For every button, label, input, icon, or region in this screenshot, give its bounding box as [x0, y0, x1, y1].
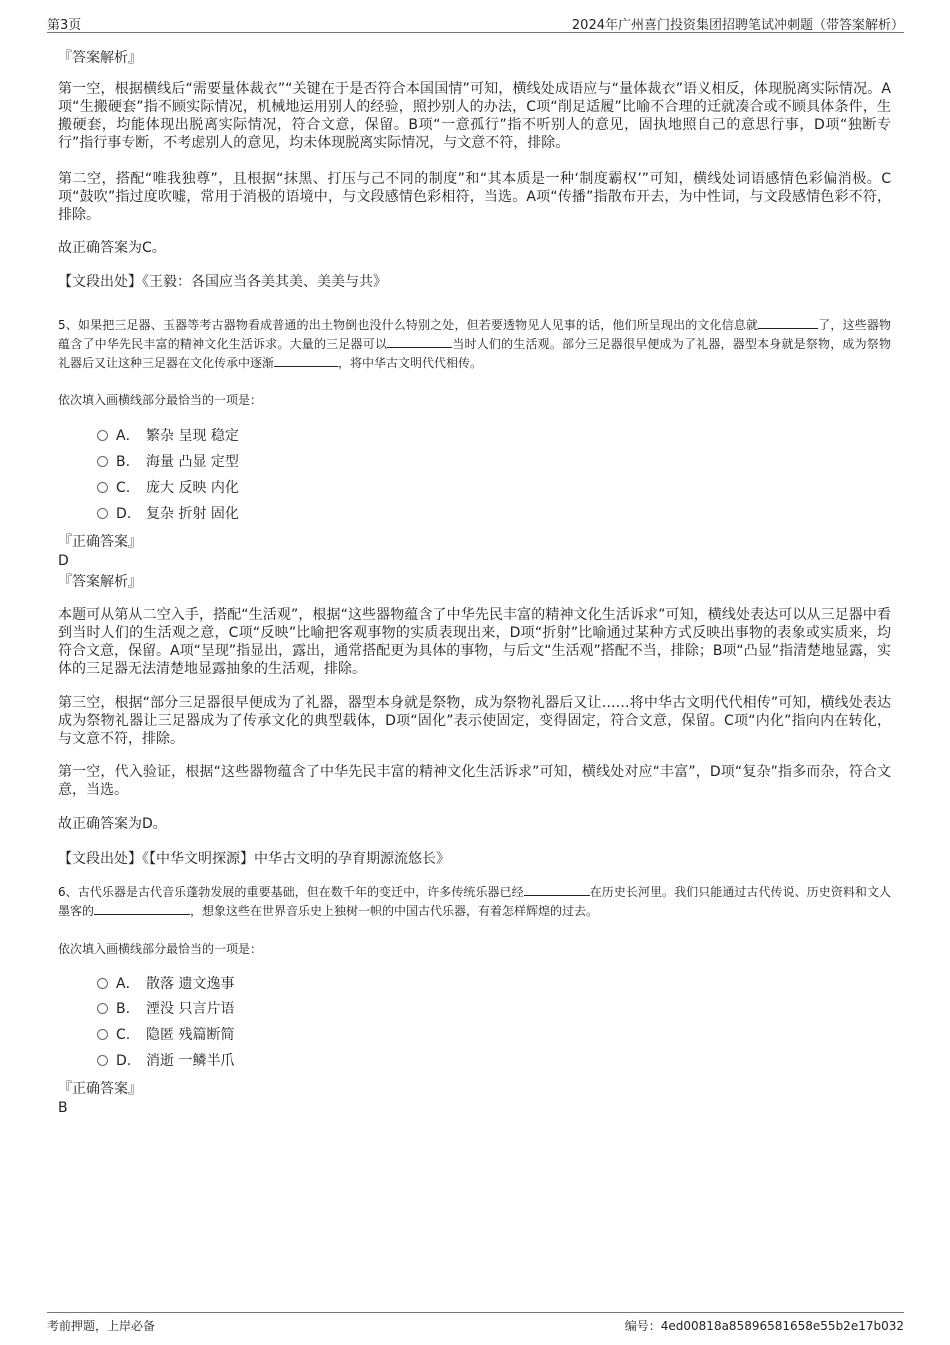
q4-analysis-tag: 『答案解析』 — [58, 50, 142, 66]
q6-option-b[interactable]: B. 湮没 只言片语 — [97, 999, 234, 1019]
radio-icon[interactable] — [97, 1055, 108, 1066]
footer-slogan: 考前押题，上岸必备 — [47, 1319, 156, 1333]
q5-conclusion: 故正确答案为D。 — [58, 816, 167, 832]
q5-option-c[interactable]: C. 庞大 反映 内化 — [97, 478, 239, 498]
blank-1 — [758, 316, 818, 329]
q6-option-a[interactable]: A． 散落 遗文逸事 — [97, 974, 234, 994]
q5-option-a[interactable]: A． 繁杂 呈现 稳定 — [97, 426, 239, 446]
q5-option-b[interactable]: B. 海量 凸显 定型 — [97, 452, 239, 472]
blank-1 — [524, 883, 590, 896]
radio-icon[interactable] — [97, 1003, 108, 1014]
q5-analysis-p3: 第一空，代入验证，根据“这些器物蕴含了中华先民丰富的精神文化生活诉求”可知，横线处对应“丰富”，D项“复杂”指多而杂，符合文意，当选。 — [58, 764, 891, 798]
blank-3 — [274, 354, 338, 367]
radio-icon[interactable] — [97, 456, 108, 467]
q5-analysis-p1: 本题可从第从二空入手，搭配“生活观”，根据“这些器物蕴含了中华先民丰富的精神文化生活诉求”可知，横线处表达可以从三足器中看到当时人们的生活观之意，C项“反映”比喻把客观事物的实质表现出来，D项“折射”比喻通过某种方式反映出事物的表象或实质来，均符合文意，保留。A项“呈现”指显出，露出，通常搭配更为具体的事物，与后文“生活观”搭配不当，排除；B项“凸显”指清楚地显露，实体的三足器无法清楚地显露抽象的生活观，排除。 — [58, 607, 891, 677]
radio-icon[interactable] — [97, 430, 108, 441]
q4-analysis-p1: 第一空，根据横线后“需要量体裁衣”“关键在于是否符合本国国情”可知，横线处成语应与“量体裁衣”语义相反，体现脱离实际情况。A项“生搬硬套”指不顾实际情况，机械地运用别人的经验，照抄别人的办法，C项“削足适履”比喻不合理的迁就凑合或不顾具体条件，生搬硬套，均能体现出脱离实际情况，符合文意，保留。B项“一意孤行”指不听别人的意见，固执地照自己的意思行事，D项“独断专行”指行事专断，不考虑别人的意见，均未体现脱离实际情况，与文意不符，排除。 — [58, 81, 891, 151]
q6-prompt: 依次填入画横线部分最恰当的一项是： — [58, 942, 263, 956]
radio-icon[interactable] — [97, 482, 108, 493]
page-header — [47, 12, 904, 33]
radio-icon[interactable] — [97, 1029, 108, 1040]
q4-source: 【文段出处】《王毅：各国应当各美其美、美美与共》 — [58, 274, 387, 290]
q5-correct-tag: 『正确答案』 — [58, 534, 142, 550]
q5-prompt: 依次填入画横线部分最恰当的一项是： — [58, 393, 263, 407]
document-id: 编号：4ed00818a85896581658e55b2e17b032 — [624, 1319, 904, 1333]
page-number: 第3页 — [47, 18, 82, 33]
document-title: 2024年广州喜门投资集团招聘笔试冲刺题（带答案解析） — [571, 18, 904, 33]
q5-answer: D — [58, 553, 69, 569]
radio-icon[interactable] — [97, 508, 108, 519]
page-footer — [47, 1312, 904, 1335]
q6-correct-tag: 『正确答案』 — [58, 1081, 142, 1097]
q5-analysis-tag: 『答案解析』 — [58, 574, 142, 590]
q6-option-c[interactable]: C. 隐匿 残篇断简 — [97, 1025, 234, 1045]
radio-icon[interactable] — [97, 978, 108, 989]
q6-option-d[interactable]: D. 消逝 一鳞半爪 — [97, 1051, 234, 1071]
q5-analysis-p2: 第三空，根据“部分三足器很早便成为了礼器，器型本身就是祭物，成为祭物礼器后又让……将中华古文明代代相传”可知，横线处表达成为祭物礼器让三足器成为了传承文化的典型载体，D项“固化”表示使固定，变得固定，符合文意，保留。C项“内化”指向内在转化，与文意不符，排除。 — [58, 695, 891, 747]
blank-2 — [94, 902, 190, 915]
q4-conclusion: 故正确答案为C。 — [58, 240, 166, 256]
q5-option-d[interactable]: D. 复杂 折射 固化 — [97, 504, 239, 524]
q5-stem: 5、如果把三足器、玉器等考古器物看成普通的出土物倒也没什么特别之处，但若要透物见人见事的话，他们所呈现出的文化信息就 了，这些器物蕴含了中华先民丰富的精神文化生活诉求。大量的三足器可以 当时人们的生活观。部分三足器很早便成为了礼器，器型本身就是祭物，成为祭物礼器后又让这种三足器在文化传承中逐渐 ，将中华古文明代代相传。 — [58, 318, 891, 370]
q6-stem: 6、古代乐器是古代音乐蓬勃发展的重要基础，但在数千年的变迁中，许多传统乐器已经 在历史长河里。我们只能通过古代传说、历史资料和文人墨客的 ，想象这些在世界音乐史上独树一帜的中国古代乐器，有着怎样辉煌的过去。 — [58, 885, 891, 918]
q6-answer: B — [58, 1100, 68, 1116]
q5-source: 【文段出处】《【中华文明探源】中华古文明的孕育期源流悠长》 — [58, 851, 450, 867]
q4-analysis-p2: 第二空，搭配“唯我独尊”，且根据“抹黑、打压与己不同的制度”和“其本质是一种‘制度霸权’”可知，横线处词语感情色彩偏消极。C项“鼓吹”指过度吹嘘，常用于消极的语境中，与文段感情色彩相符，当选。A项“传播”指散布开去，为中性词，与文段感情色彩不符，排除。 — [58, 171, 891, 223]
blank-2 — [387, 335, 452, 348]
